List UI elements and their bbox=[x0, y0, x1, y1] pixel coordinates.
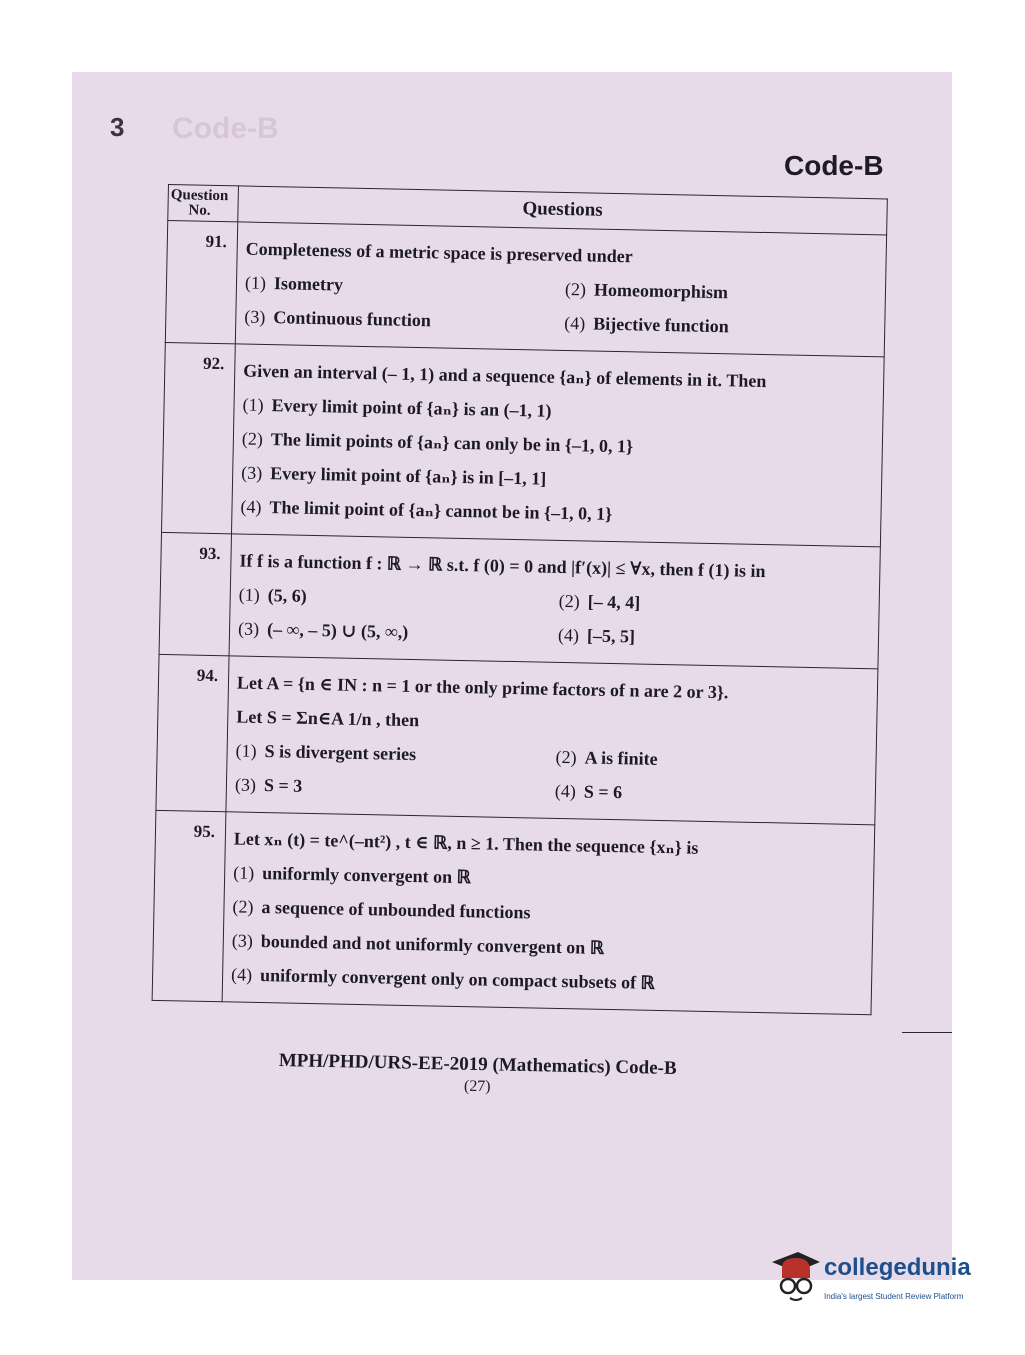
option-text: S is divergent series bbox=[264, 741, 417, 765]
option-text: Every limit point of {aₙ} is in [–1, 1] bbox=[270, 463, 547, 489]
option-number: (2) bbox=[564, 278, 587, 300]
option-text: A is finite bbox=[584, 747, 658, 769]
question-number: 91. bbox=[165, 221, 237, 344]
options-list bbox=[231, 855, 866, 1004]
option-text: Homeomorphism bbox=[593, 279, 729, 303]
options-list bbox=[244, 266, 877, 347]
question-rows bbox=[152, 221, 887, 1015]
question-stem: Let xₙ (t) = te^(–nt²) , t ∈ ℝ, n ≥ 1. Then the sequence {xₙ} is bbox=[233, 828, 699, 858]
header-line-2: No. bbox=[188, 202, 211, 219]
page-number: (27) bbox=[463, 1077, 491, 1096]
option-text: Continuous function bbox=[273, 307, 432, 331]
question-number: 95. bbox=[152, 810, 226, 1001]
question-number: 92. bbox=[162, 342, 236, 533]
answer-option bbox=[558, 618, 871, 658]
option-number: (1) bbox=[238, 584, 260, 605]
question-row bbox=[159, 532, 880, 668]
option-text: bounded and not uniformly convergent on ℝ bbox=[260, 931, 605, 958]
header-line-1: Question bbox=[170, 187, 229, 205]
option-number: (3) bbox=[234, 774, 257, 795]
option-number: (2) bbox=[555, 746, 577, 768]
option-text: a sequence of unbounded functions bbox=[261, 897, 531, 923]
logo-wordmark: collegedunia bbox=[824, 1254, 971, 1281]
footer-title: MPH/PHD/URS-EE-2019 (Mathematics) Code-B bbox=[278, 1050, 677, 1080]
option-number: (4) bbox=[230, 964, 253, 985]
question-stem: Let A = {n ∈ IN : n = 1 or the only prime factors of n are 2 or 3}. bbox=[236, 672, 729, 703]
question-body bbox=[222, 812, 875, 1015]
question-row bbox=[152, 810, 875, 1014]
question-row bbox=[165, 221, 886, 357]
options-list bbox=[240, 388, 875, 537]
questions-header: Questions bbox=[238, 186, 888, 235]
graduate-mascot-icon bbox=[768, 1248, 822, 1308]
question-stem: If f is a function f : ℝ → ℝ s.t. f (0) = 0 and |f′(x)| ≤ ∀x, then f (1) is in bbox=[239, 550, 766, 582]
option-number: (3) bbox=[244, 306, 266, 327]
option-number: (3) bbox=[241, 462, 263, 483]
question-number: 94. bbox=[156, 654, 229, 811]
option-text: uniformly convergent on ℝ bbox=[261, 863, 472, 888]
question-body bbox=[231, 344, 884, 547]
question-row bbox=[156, 654, 878, 824]
page-footer bbox=[127, 1047, 828, 1103]
question-stem-line-2: Let S = Σn∈A 1/n , then bbox=[236, 706, 420, 731]
option-number: (4) bbox=[557, 624, 580, 646]
option-number: (4) bbox=[554, 780, 577, 802]
question-no-header bbox=[168, 185, 239, 222]
option-number: (1) bbox=[235, 740, 257, 761]
page-edge-mark: 3 bbox=[110, 112, 125, 142]
option-text: Every limit point of {aₙ} is an (–1, 1) bbox=[271, 395, 552, 421]
adjacent-page-line bbox=[902, 1032, 952, 1083]
question-body bbox=[226, 656, 878, 825]
answer-option bbox=[564, 306, 877, 346]
option-text: The limit point of {aₙ} cannot be in {–1, 0, 1} bbox=[269, 497, 613, 524]
option-number: (3) bbox=[231, 930, 254, 951]
option-text: [– 4, 4] bbox=[587, 591, 641, 613]
option-number: (1) bbox=[244, 272, 267, 293]
options-list bbox=[238, 578, 871, 659]
question-stem: Completeness of a metric space is preserved under bbox=[245, 238, 633, 267]
option-number: (4) bbox=[564, 312, 586, 334]
options-list bbox=[235, 733, 868, 814]
logo-tagline: India's largest Student Review Platform bbox=[824, 1292, 964, 1301]
option-number: (1) bbox=[242, 394, 264, 415]
option-number: (2) bbox=[558, 590, 580, 612]
option-text: The limit points of {aₙ} can only be in {–1, 0, 1} bbox=[270, 429, 634, 457]
answer-option bbox=[555, 774, 868, 814]
option-text: Bijective function bbox=[593, 313, 729, 337]
option-text: Isometry bbox=[273, 273, 344, 295]
answer-option bbox=[235, 767, 548, 807]
collegedunia-logo bbox=[768, 1248, 998, 1310]
option-number: (3) bbox=[237, 618, 260, 639]
option-text: (– ∞, – 5) ∪ (5, ∞,) bbox=[266, 619, 409, 642]
option-number: (4) bbox=[240, 496, 262, 517]
question-body bbox=[229, 534, 880, 669]
question-sheet bbox=[152, 184, 888, 1015]
code-label: Code-B bbox=[784, 150, 884, 181]
option-text: S = 6 bbox=[583, 781, 623, 803]
option-text: S = 3 bbox=[263, 775, 303, 796]
answer-option bbox=[238, 611, 551, 651]
question-stem: Given an interval (– 1, 1) and a sequence {aₙ} of elements in it. Then bbox=[243, 360, 767, 392]
answer-option bbox=[244, 300, 557, 340]
option-number: (1) bbox=[232, 862, 255, 883]
option-text: (5, 6) bbox=[267, 585, 307, 606]
question-table bbox=[152, 184, 888, 1015]
option-number: (2) bbox=[232, 896, 254, 917]
option-text: uniformly convergent only on compact subsets of ℝ bbox=[259, 965, 656, 993]
question-row bbox=[162, 342, 885, 546]
scanned-page bbox=[72, 72, 952, 1280]
question-body bbox=[235, 222, 886, 357]
option-text: [–5, 5] bbox=[586, 625, 636, 647]
question-number: 93. bbox=[159, 532, 231, 655]
option-number: (2) bbox=[241, 428, 264, 449]
show-through-text: Code-B bbox=[172, 112, 279, 145]
